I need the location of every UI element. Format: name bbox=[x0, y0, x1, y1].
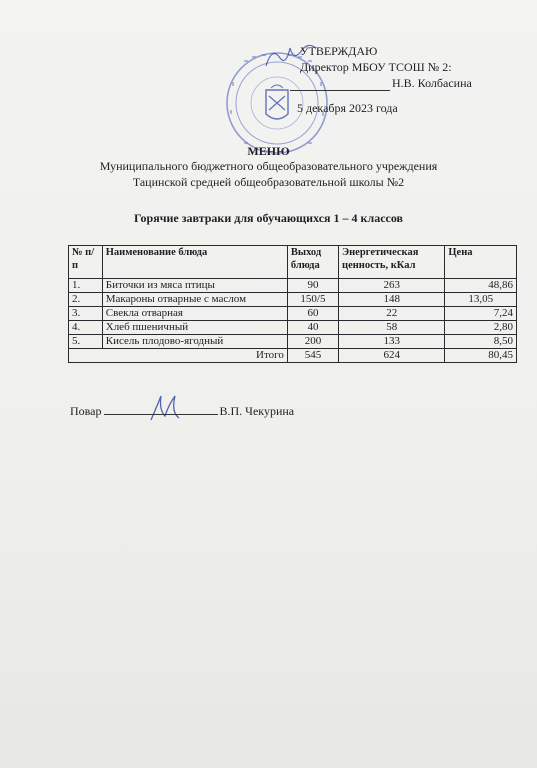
director-name-line bbox=[290, 75, 472, 91]
document-title: МЕНЮ bbox=[247, 144, 290, 158]
row-number: 1. bbox=[69, 279, 103, 293]
row-number: 5. bbox=[69, 335, 103, 349]
row-dish-name: Кисель плодово-ягодный bbox=[102, 335, 287, 349]
row-price: 13,05 bbox=[445, 293, 517, 307]
header-number: № п/п bbox=[69, 246, 103, 279]
row-output: 90 bbox=[287, 279, 338, 293]
row-output: 200 bbox=[287, 335, 338, 349]
cook-name: В.П. Чекурина bbox=[219, 404, 295, 418]
row-price: 2,80 bbox=[445, 321, 517, 335]
menu-subtitle: Горячие завтраки для обучающихся 1 – 4 классов bbox=[133, 211, 404, 225]
table-row bbox=[69, 335, 517, 349]
total-output: 545 bbox=[287, 349, 338, 363]
approval-date: 5 декабря 2023 года bbox=[297, 101, 398, 115]
header-price: Цена bbox=[445, 246, 517, 279]
cook-signature-block bbox=[70, 404, 294, 419]
table-row bbox=[69, 321, 517, 335]
row-energy: 22 bbox=[339, 307, 445, 321]
header-dish-name: Наименование блюда bbox=[102, 246, 287, 279]
row-energy: 148 bbox=[339, 293, 445, 307]
row-output: 40 bbox=[287, 321, 338, 335]
row-output: 150/5 bbox=[287, 293, 338, 307]
table-total-row bbox=[69, 349, 517, 363]
row-energy: 58 bbox=[339, 321, 445, 335]
header-energy: Энергетическая ценность, кКал bbox=[339, 246, 445, 279]
table-row bbox=[69, 293, 517, 307]
total-price: 80,45 bbox=[445, 349, 517, 363]
row-number: 2. bbox=[69, 293, 103, 307]
row-dish-name: Свекла отварная bbox=[102, 307, 287, 321]
director-title: Директор МБОУ ТСОШ № 2: bbox=[300, 60, 452, 74]
table-header-row bbox=[69, 246, 517, 279]
director-name: Н.В. Колбасина bbox=[392, 76, 472, 90]
cook-label: Повар bbox=[70, 404, 102, 418]
organization-line-1: Муниципального бюджетного общеобразовательного учреждения bbox=[99, 159, 438, 173]
row-dish-name: Биточки из мяса птицы bbox=[102, 279, 287, 293]
row-dish-name: Хлеб пшеничный bbox=[102, 321, 287, 335]
total-energy: 624 bbox=[339, 349, 445, 363]
menu-table bbox=[68, 245, 517, 363]
row-number: 3. bbox=[69, 307, 103, 321]
row-dish-name: Макароны отварные с маслом bbox=[102, 293, 287, 307]
approved-label: УТВЕРЖДАЮ bbox=[300, 44, 378, 58]
total-label: Итого bbox=[69, 349, 288, 363]
row-price: 48,86 bbox=[445, 279, 517, 293]
row-output: 60 bbox=[287, 307, 338, 321]
approval-block bbox=[290, 43, 472, 91]
row-number: 4. bbox=[69, 321, 103, 335]
row-price: 7,24 bbox=[445, 307, 517, 321]
cook-signature-line bbox=[104, 404, 218, 415]
row-energy: 133 bbox=[339, 335, 445, 349]
organization-line-2: Тацинской средней общеобразовательной школы №2 bbox=[132, 175, 405, 189]
table-row bbox=[69, 307, 517, 321]
signature-line bbox=[290, 90, 390, 91]
table-row bbox=[69, 279, 517, 293]
row-price: 8,50 bbox=[445, 335, 517, 349]
header-output: Выход блюда bbox=[287, 246, 338, 279]
row-energy: 263 bbox=[339, 279, 445, 293]
